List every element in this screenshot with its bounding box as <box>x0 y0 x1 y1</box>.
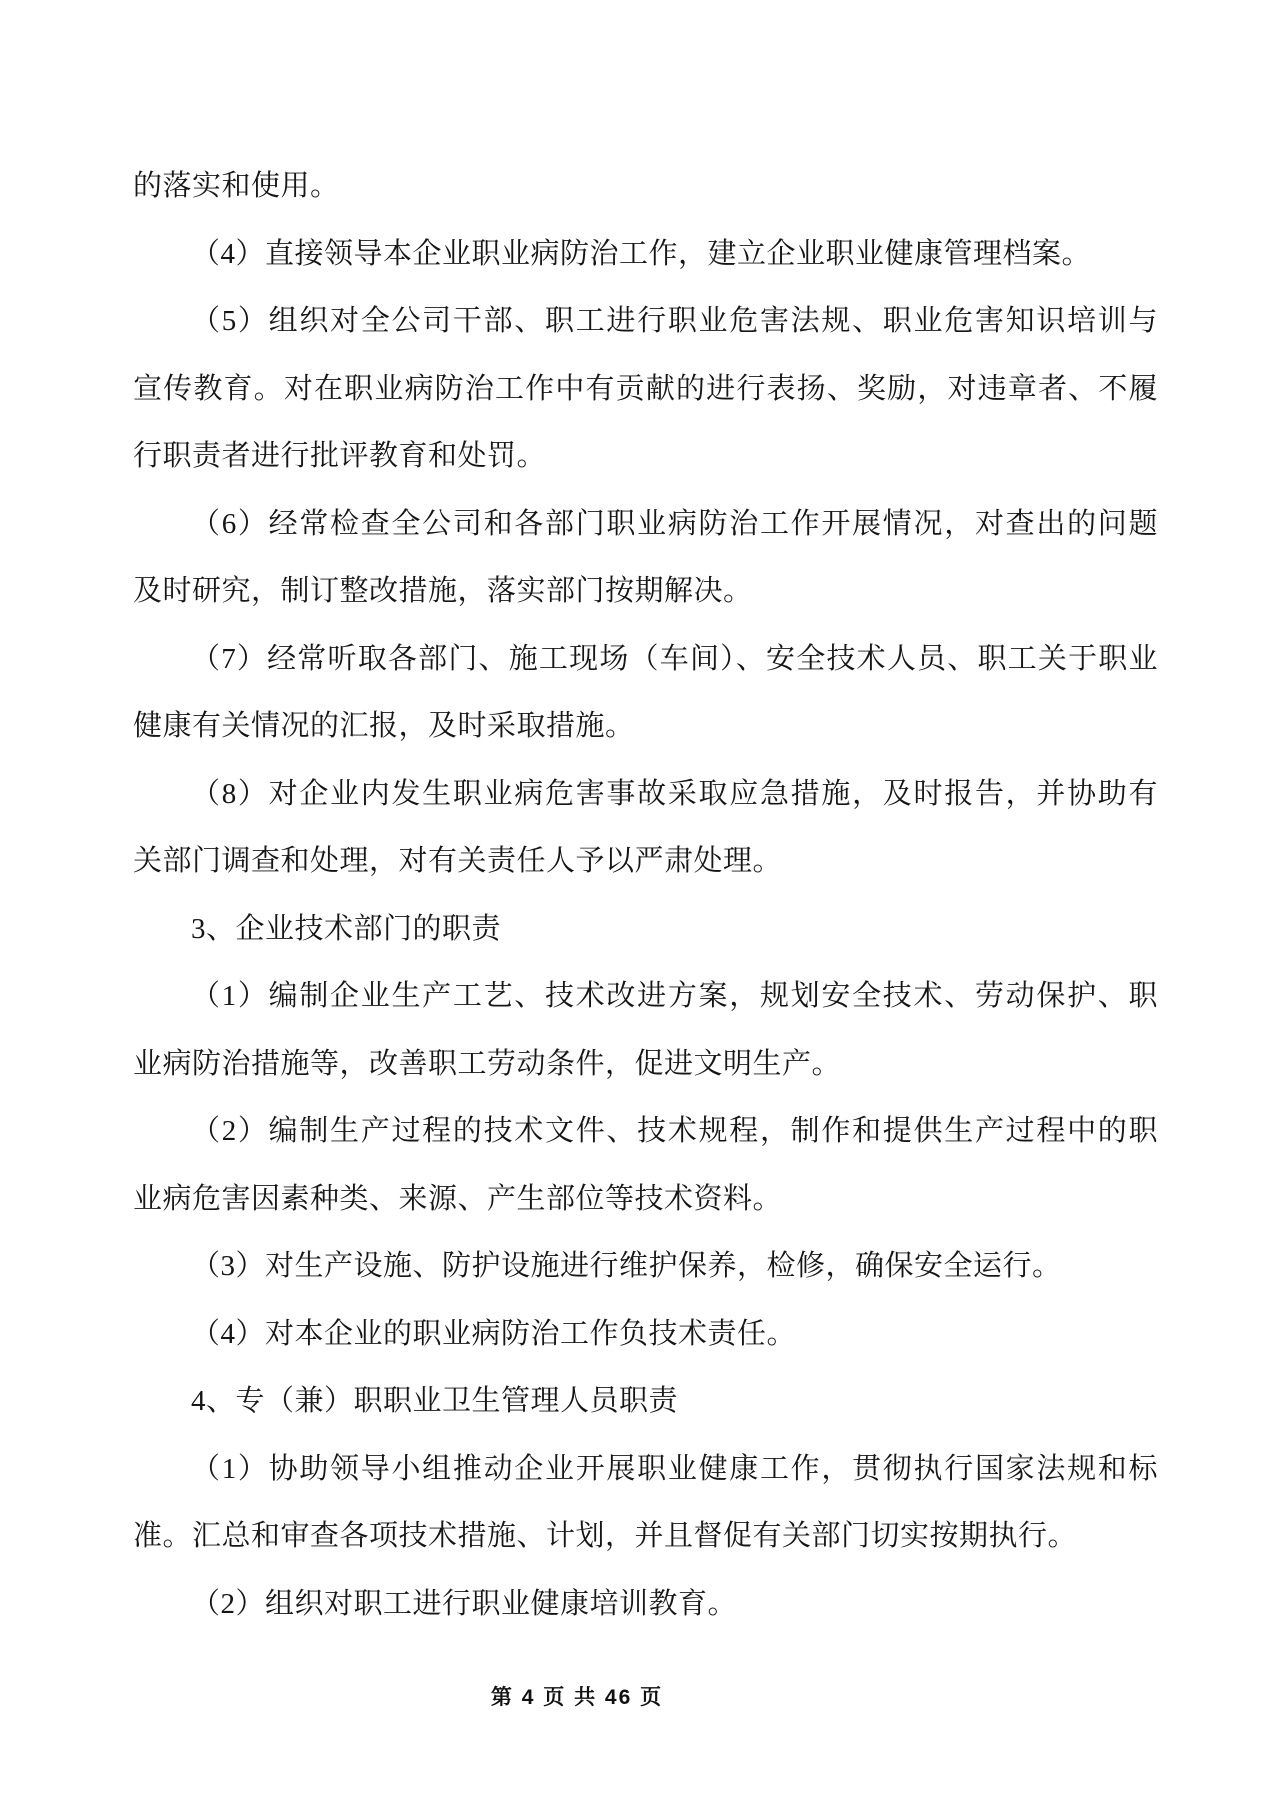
document-line: （2）编制生产过程的技术文件、技术规程，制作和提供生产过程中的职 <box>191 1115 1158 1147</box>
document-line: 健康有关情况的汇报，及时采取措施。 <box>133 710 635 742</box>
document-line: 准。汇总和审查各项技术措施、计划，并且督促有关部门切实按期执行。 <box>133 1520 1078 1552</box>
document-line: 业病防治措施等，改善职工劳动条件，促进文明生产。 <box>133 1047 842 1080</box>
document-line: （7）经常听取各部门、施工现场（车间）、安全技术人员、职工关于职业 <box>191 642 1158 675</box>
document-line: （1）编制企业生产工艺、技术改进方案，规划安全技术、劳动保护、职 <box>191 980 1158 1012</box>
document-line: （1）协助领导小组推动企业开展职业健康工作，贯彻执行国家法规和标 <box>191 1452 1158 1485</box>
document-heading-section-4: 4、专（兼）职职业卫生管理人员职责 <box>191 1385 679 1417</box>
document-line: （4）对本企业的职业病防治工作负技术责任。 <box>191 1317 797 1350</box>
document-line: （3）对生产设施、防护设施进行维护保养，检修，确保安全运行。 <box>191 1250 1062 1282</box>
document-line: 及时研究，制订整改措施，落实部门按期解决。 <box>133 575 753 607</box>
document-line: 的落实和使用。 <box>133 170 340 202</box>
document-line: 宣传教育。对在职业病防治工作中有贡献的进行表扬、奖励，对违章者、不履 <box>133 372 1158 405</box>
document-line: （2）组织对职工进行职业健康培训教育。 <box>191 1587 738 1620</box>
document-line: （6）经常检查全公司和各部门职业病防治工作开展情况，对查出的问题 <box>191 507 1158 540</box>
document-heading-section-3: 3、企业技术部门的职责 <box>191 912 502 945</box>
document-line: （4）直接领导本企业职业病防治工作，建立企业职业健康管理档案。 <box>191 237 1092 270</box>
document-line: （8）对企业内发生职业病危害事故采取应急措施，及时报告，并协助有 <box>191 777 1158 810</box>
document-body <box>133 153 1158 1638</box>
document-line: 业病危害因素种类、来源、产生部位等技术资料。 <box>133 1182 783 1215</box>
page-footer: 第 4 页 共 46 页 <box>490 1686 664 1709</box>
document-line: 行职责者进行批评教育和处罚。 <box>133 440 547 472</box>
document-line: 关部门调查和处理，对有关责任人予以严肃处理。 <box>133 845 783 877</box>
document-line: （5）组织对全公司干部、职工进行职业危害法规、职业危害知识培训与 <box>191 305 1158 337</box>
